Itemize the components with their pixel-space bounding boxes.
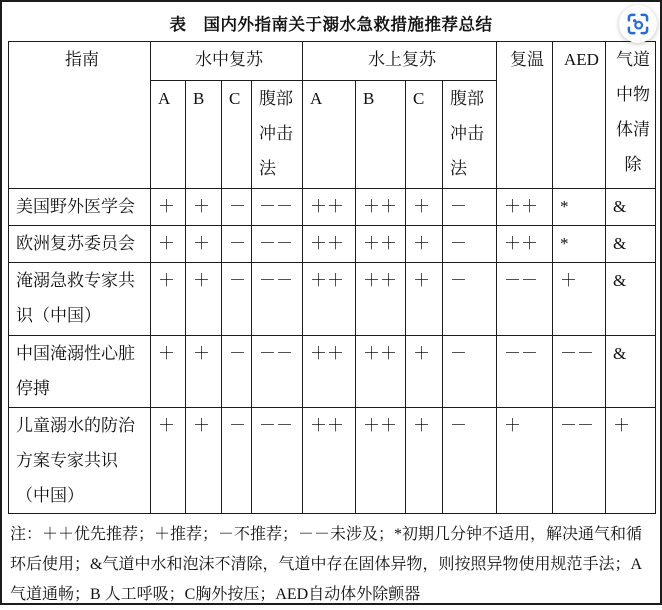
footnote: 注：＋＋优先推荐；＋推荐；－不推荐；－－未涉及；*初期几分钟不适用，解决通气和循环后使用；&气道中水和泡沫不清除，气道中存在固体异物，则按照异物使用规范手法；A气道通畅；B 人工呼吸；C胸外按压；AED自动体外除颤器 [10,526,643,603]
table-cell: －－ [252,189,303,226]
table-cell: －－ [553,336,606,408]
header-guide: 指南 [9,42,151,189]
header-in-water: 水中复苏 [151,42,303,81]
guideline-name: 儿童溺水的防治方案专家共识（中国） [9,408,151,514]
table-cell: ＋＋ [497,189,553,226]
table-cell: ＋ [186,226,222,263]
header-aed: AED [553,42,606,189]
header-sub-a2: A [303,81,356,189]
table-cell: ＋＋ [303,189,356,226]
table-cell: －－ [252,226,303,263]
table-cell: ＋ [406,408,443,514]
table-cell: ＋ [186,189,222,226]
header-airway-clearance: 气道中物体清除 [606,42,656,189]
guideline-name: 中国淹溺性心脏停搏 [9,336,151,408]
table-cell: ＋ [406,226,443,263]
table-cell: － [443,189,497,226]
table-cell: ＋＋ [497,226,553,263]
table-cell: ＋ [151,189,186,226]
table-cell: ＋ [553,263,606,336]
header-sub-b1: B [186,81,222,189]
table-row [9,189,656,226]
table-cell: ＋ [186,336,222,408]
header-sub-abdominal2: 腹部冲击法 [443,81,497,189]
table-cell: － [443,336,497,408]
header-sub-b2: B [356,81,406,189]
table-row [9,336,656,408]
table-cell: ＋ [151,226,186,263]
guidelines-table [8,41,656,514]
header-row-groups [9,42,656,81]
table-cell: ＋ [151,408,186,514]
table-cell: － [222,408,252,514]
table-cell: － [443,408,497,514]
table-cell: － [222,336,252,408]
table-cell: －－ [252,408,303,514]
table-cell: －－ [497,263,553,336]
table-cell: ＋＋ [303,263,356,336]
table-cell: ＋ [151,263,186,336]
table-cell: ＋＋ [356,189,406,226]
table-cell: & [606,226,656,263]
table-cell: ＋ [151,336,186,408]
table-cell: ＋＋ [303,336,356,408]
header-sub-c2: C [406,81,443,189]
guideline-name: 淹溺急救专家共识（中国） [9,263,151,336]
table-cell: ＋＋ [303,226,356,263]
table-cell: ＋ [406,263,443,336]
table-cell: ＋ [186,263,222,336]
table-cell: ＋＋ [356,226,406,263]
table-cell: －－ [252,263,303,336]
table-title: 表 国内外指南关于溺水急救措施推荐总结 [169,15,493,34]
table-cell: －－ [553,408,606,514]
table-cell: ＋ [606,408,656,514]
table-cell: －－ [252,336,303,408]
table-row [9,263,656,336]
scan-button[interactable] [619,5,657,43]
header-on-water: 水上复苏 [303,42,497,81]
table-cell: ＋＋ [303,408,356,514]
table-cell: ＋ [406,189,443,226]
table-cell: & [606,263,656,336]
table-cell: ＋＋ [356,263,406,336]
header-sub-c1: C [222,81,252,189]
table-cell: － [222,189,252,226]
table-cell: －－ [497,336,553,408]
table-cell: & [606,189,656,226]
table-cell: * [553,189,606,226]
table-cell: ＋ [497,408,553,514]
table-cell: * [553,226,606,263]
table-cell: ＋＋ [356,336,406,408]
table-cell: ＋＋ [356,408,406,514]
table-cell: － [222,226,252,263]
table-cell: － [443,263,497,336]
table-row [9,408,656,514]
guideline-name: 美国野外医学会 [9,189,151,226]
table-row [9,226,656,263]
table-cell: － [443,226,497,263]
header-sub-a1: A [151,81,186,189]
table-cell: ＋ [406,336,443,408]
table-cell: & [606,336,656,408]
header-sub-abdominal1: 腹部冲击法 [252,81,303,189]
guideline-name: 欧洲复苏委员会 [9,226,151,263]
scan-icon [625,11,651,37]
table-cell: － [222,263,252,336]
table-cell: ＋ [186,408,222,514]
header-rewarming: 复温 [497,42,553,189]
